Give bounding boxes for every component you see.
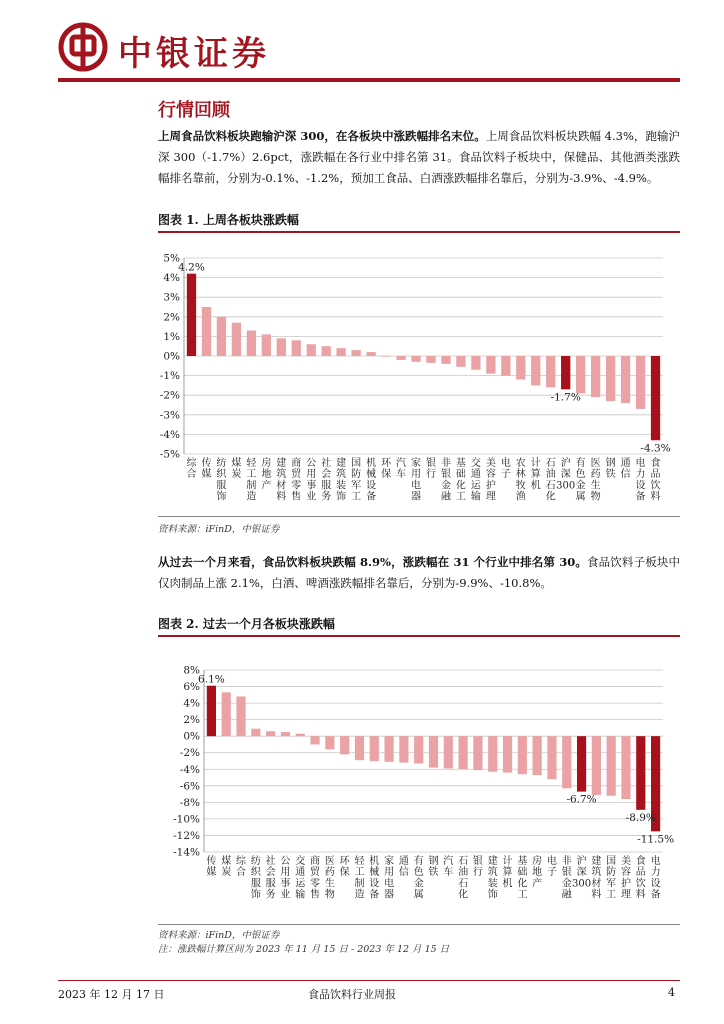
chart2-category-label: 机械设备 (369, 856, 380, 901)
chart2-category-label: 纺织服饰 (250, 856, 261, 901)
chart2-bar (533, 736, 542, 775)
chart1-category-label: 钢铁 (605, 458, 616, 481)
figure1-bottom-rule (158, 516, 680, 517)
chart2-category-label: 通信 (398, 856, 409, 879)
chart1-category-label: 传媒 (201, 458, 212, 481)
chart2-bar (488, 736, 497, 772)
chart2-category-label: 房地产 (532, 856, 543, 890)
chart2-category-label: 家用电器 (384, 856, 395, 901)
chart2-category-label: 电子 (546, 856, 557, 879)
chart1-category-label: 国防军工 (351, 458, 362, 503)
chart1-ytick-label: 4% (163, 272, 180, 285)
chart2-data-label: -6.7% (566, 793, 597, 806)
chart1-bar (471, 356, 480, 370)
chart1-ytick-label: -2% (159, 389, 180, 402)
chart2-bar (399, 736, 408, 762)
chart1-bar (486, 356, 495, 374)
chart1-category-label: 轻工制造 (246, 458, 257, 503)
chart1-bar (501, 356, 510, 376)
chart2-category-label: 美容护理 (620, 856, 631, 901)
chart1-ytick-label: 2% (163, 311, 180, 324)
chart1-category-label: 美容护理 (485, 458, 496, 503)
figure1-title: 图表 1. 上周各板块涨跌幅 (158, 213, 299, 227)
paragraph-weekly (158, 126, 680, 190)
chart2-data-label: -8.9% (625, 811, 656, 824)
chart2-category-label: 传媒 (206, 856, 217, 879)
chart1-bar (396, 356, 405, 360)
chart2-category-label: 社会服务 (265, 856, 276, 901)
chart1-bar (352, 350, 361, 356)
paragraph-monthly-lead: 从过去一个月来看，食品饮料板块跌幅 8.9%，涨跌幅在 31 个行业中排名第 30。 (158, 555, 588, 569)
figure2-note: 注：涨跌幅计算区间为 2023 年 11 月 15 日 - 2023 年 12 月 15 日 (158, 944, 450, 955)
chart1-ytick-label: 0% (163, 350, 180, 363)
figure2-title: 图表 2. 过去一个月各板块涨跌幅 (158, 617, 335, 631)
chart2-ytick-label: 2% (183, 714, 200, 727)
chart1-bar (322, 346, 331, 356)
chart1-bar (187, 274, 196, 356)
chart1-category-label: 计算机 (530, 458, 541, 492)
paragraph-monthly (158, 552, 680, 596)
header-rule (58, 78, 680, 82)
chart2-category-label: 基础化工 (517, 856, 528, 901)
chart2-category-label: 计算机 (502, 856, 513, 890)
figure2-top-rule (158, 635, 680, 637)
chart1-bar (381, 356, 390, 357)
chart2-ytick-label: -14% (173, 846, 200, 859)
chart2-ytick-label: -12% (173, 829, 200, 842)
chart1-bar (292, 340, 301, 356)
chart1-category-label: 银行 (425, 458, 436, 481)
chart1-category-label: 有色金属 (575, 458, 586, 503)
figure1-top-rule (158, 231, 680, 233)
chart1-bar (576, 356, 585, 393)
chart2-bar (547, 736, 556, 779)
chart2-bar (562, 736, 571, 788)
chart2-category-label: 环保 (339, 856, 350, 879)
chart2-bar (310, 736, 319, 744)
chart1-bar (217, 317, 226, 356)
chart2-bar (518, 736, 527, 774)
footer-title: 食品饮料行业周报 (308, 988, 396, 1001)
chart1-category-label: 环保 (381, 458, 392, 481)
chart2-ytick-label: -2% (179, 747, 200, 760)
chart1-bar (456, 356, 465, 367)
chart2-data-label: -11.5% (637, 833, 675, 846)
paragraph-weekly-body: 上周食品饮料板块跌幅 4.3%，跑输沪深 300（-1.7%）2.6pct，涨跌幅在各行业中排名第 31。食品饮料子板块中，保健品、其他酒类涨跌幅排名靠前，分别为-0.1%、-1.2%，预加工食品、白酒涨跌幅排名靠后，分别为-3.9%、-4.9%。 (158, 129, 680, 185)
chart1-ytick-label: -1% (159, 370, 180, 383)
chart2-category-label: 非银金融 (561, 856, 572, 901)
chart2-bar (207, 686, 216, 736)
chart1-category-label: 房地产 (261, 458, 272, 492)
chart1-category-label: 石油石化 (545, 458, 556, 503)
chart2-bar (325, 736, 334, 749)
chart2-ytick-label: 4% (183, 697, 200, 710)
chart1-category-label: 汽车 (396, 458, 407, 481)
footer-rule (58, 980, 680, 981)
chart2-bar (429, 736, 438, 767)
chart1-bar (516, 356, 525, 380)
chart1-category-label: 沪深 300 (556, 458, 576, 492)
chart2-bar (636, 736, 645, 810)
chart1-data-label: -4.3% (640, 442, 671, 455)
paragraph-weekly-lead: 上周食品饮料板块跑输沪深 300，在各板块中涨跌幅排名末位。 (158, 129, 486, 143)
chart2-ytick-label: -8% (179, 796, 200, 809)
chart1-bar (651, 356, 660, 440)
chart1-category-label: 基础化工 (455, 458, 466, 503)
chart1-category-label: 商贸零售 (291, 458, 302, 503)
chart1-bar (591, 356, 600, 397)
figure2-bottom-rule (158, 924, 680, 925)
chart1-data-label: 4.2% (178, 261, 205, 274)
chart1-bar (307, 344, 316, 356)
footer-page-number: 4 (668, 986, 675, 999)
chart-weekly-sector-change (158, 236, 680, 514)
chart1-bar (262, 334, 271, 356)
chart2-bar (355, 736, 364, 760)
chart2-category-label: 食品饮料 (635, 856, 646, 901)
chart1-bar (366, 352, 375, 356)
chart1-bar (546, 356, 555, 387)
chart2-category-label: 医药生物 (324, 856, 335, 901)
chart1-ytick-label: 5% (163, 252, 180, 265)
chart2-bar (281, 732, 290, 736)
chart2-category-label: 有色金属 (413, 856, 424, 901)
chart1-bar (636, 356, 645, 409)
chart2-bar (236, 696, 245, 736)
chart2-category-label: 公用事业 (280, 856, 291, 901)
chart2-category-label: 综合 (236, 856, 247, 879)
chart2-category-label: 建筑装饰 (487, 856, 498, 901)
chart1-data-label: -1.7% (550, 391, 581, 404)
chart2-bar (621, 736, 630, 799)
chart2-bar (592, 736, 601, 795)
chart1-bar (606, 356, 615, 401)
chart1-category-label: 机械设备 (366, 458, 377, 503)
chart2-category-label: 电力设备 (650, 856, 661, 901)
chart2-ytick-label: 0% (183, 730, 200, 743)
chart1-category-label: 电力设备 (635, 458, 646, 503)
chart1-category-label: 非银金融 (440, 458, 451, 503)
chart1-category-label: 社会服务 (321, 458, 332, 503)
bank-of-china-logo-icon (58, 22, 108, 72)
section-title: 行情回顾 (158, 100, 230, 121)
chart1-ytick-label: 1% (163, 330, 180, 343)
figure1-source: 资料来源：iFinD，中银证券 (158, 524, 280, 535)
chart1-ytick-label: -3% (159, 409, 180, 422)
chart1-bar (441, 356, 450, 364)
chart2-bar (607, 736, 616, 796)
chart2-bar (251, 729, 260, 736)
chart2-bar (266, 731, 275, 736)
paragraph-monthly-body: 食品饮料子板块中仅肉制品上涨 2.1%，白酒、啤酒涨跌幅排名靠后，分别为-9.9%、-10.8%。 (158, 555, 680, 590)
chart1-bar (426, 356, 435, 363)
chart1-category-label: 公用事业 (306, 458, 317, 503)
chart2-category-label: 沪深 300 (572, 856, 592, 890)
chart2-category-label: 建筑材料 (591, 856, 602, 901)
chart1-bar (561, 356, 570, 389)
chart1-ytick-label: -5% (159, 448, 180, 461)
chart2-ytick-label: 6% (183, 681, 200, 694)
chart1-category-label: 纺织服饰 (216, 458, 227, 503)
chart2-category-label: 汽车 (443, 856, 454, 879)
chart2-bar (444, 736, 453, 768)
chart2-category-label: 钢铁 (428, 856, 439, 879)
footer-date: 2023 年 12 月 17 日 (58, 988, 165, 1001)
chart2-category-label: 国防军工 (606, 856, 617, 901)
chart2-bar (473, 736, 482, 770)
chart1-category-label: 交通运输 (470, 458, 481, 503)
chart1-category-label: 综合 (186, 458, 197, 481)
chart1-bar (337, 348, 346, 356)
chart1-bar (247, 331, 256, 356)
chart2-category-label: 商贸零售 (310, 856, 321, 901)
chart2-category-label: 石油石化 (458, 856, 469, 901)
chart2-bar (296, 734, 305, 736)
chart-monthly-sector-change (158, 640, 680, 922)
chart2-ytick-label: 8% (183, 664, 200, 677)
chart1-bar (621, 356, 630, 403)
chart2-category-label: 交通运输 (295, 856, 306, 901)
chart2-bar (370, 736, 379, 761)
chart2-ytick-label: -4% (179, 763, 200, 776)
chart2-bar (577, 736, 586, 791)
chart1-bar (232, 323, 241, 356)
chart2-bar (384, 736, 393, 762)
brand-name: 中银证券 (118, 34, 270, 74)
chart2-ytick-label: -6% (179, 780, 200, 793)
chart2-category-label: 轻工制造 (354, 856, 365, 901)
chart1-ytick-label: -4% (159, 428, 180, 441)
chart1-category-label: 农林牧渔 (515, 458, 526, 503)
chart1-category-label: 电子 (500, 458, 511, 481)
chart1-bar (531, 356, 540, 385)
chart1-category-label: 煤炭 (231, 458, 242, 481)
chart1-category-label: 家用电器 (411, 458, 422, 503)
chart1-category-label: 医药生物 (590, 458, 601, 503)
chart1-category-label: 食品饮料 (650, 458, 661, 503)
chart2-category-label: 煤炭 (221, 856, 232, 879)
chart1-bar (277, 338, 286, 356)
chart2-data-label: 6.1% (198, 673, 225, 686)
chart1-bar (202, 307, 211, 356)
chart1-category-label: 建筑装饰 (336, 458, 347, 503)
chart1-bar (411, 356, 420, 362)
chart1-category-label: 通信 (620, 458, 631, 481)
chart2-bar (340, 736, 349, 754)
figure2-source: 资料来源：iFinD，中银证券 (158, 930, 280, 941)
chart2-bar (503, 736, 512, 772)
chart1-category-label: 建筑材料 (276, 458, 287, 503)
chart2-bar (414, 736, 423, 763)
chart2-ytick-label: -10% (173, 813, 200, 826)
chart2-category-label: 银行 (472, 856, 483, 879)
chart1-ytick-label: 3% (163, 291, 180, 304)
chart2-bar (459, 736, 468, 769)
chart2-bar (222, 692, 231, 736)
